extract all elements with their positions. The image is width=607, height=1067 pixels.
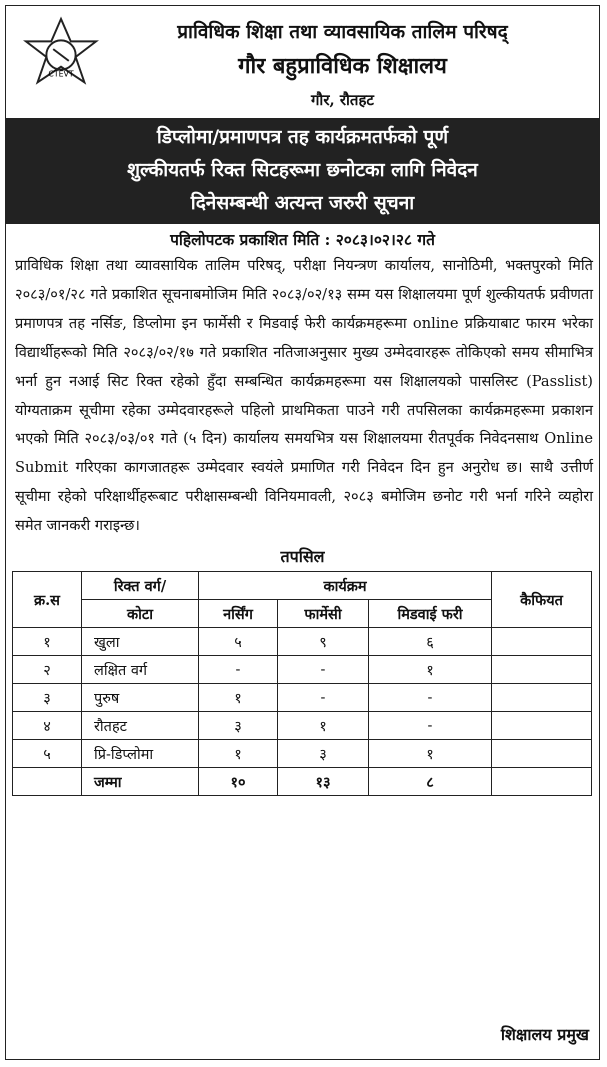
cell-total-pharmacy: १३ [278,768,369,796]
cell-remarks [492,740,592,768]
cell-category: लक्षित वर्ग [82,656,199,684]
banner-line-3: दिनेसम्बन्धी अत्यन्त जरुरी सूचना [190,192,415,214]
cell-sn: ३ [13,684,82,712]
cell-remarks [492,712,592,740]
cell-total-label: जम्मा [82,768,199,796]
logo-text: CTEVT [48,69,74,79]
header-midwifery: मिडवाई फरी [369,600,492,628]
cell-nursing: - [199,656,278,684]
header-sn: क्र.स [13,572,82,628]
header-category: रिक्त वर्ग/ [82,572,199,600]
cell-pharmacy: - [278,684,369,712]
banner-line-1: डिप्लोमा/प्रमाणपत्र तह कार्यक्रमतर्फको पूर्ण [156,126,449,148]
published-date: पहिलोपटक प्रकाशित मिति : २०८३।०२।२८ गते [170,230,435,249]
table-header-row [13,572,592,600]
cell-pharmacy: - [278,656,369,684]
table-title: तपसिल [280,547,325,567]
cell-category: प्रि-डिप्लोमा [82,740,199,768]
table-row [13,628,592,656]
cell-midwifery: १ [369,740,492,768]
cell-remarks [492,684,592,712]
ctevt-logo [22,16,100,94]
notice-banner [6,118,599,224]
cell-midwifery: ६ [369,628,492,656]
cell-remarks [492,628,592,656]
cell-category: खुला [82,628,199,656]
cell-sn: ४ [13,712,82,740]
cell-midwifery: १ [369,656,492,684]
cell-total-nursing: १० [199,768,278,796]
cell-total-midwifery: ८ [369,768,492,796]
signature-title: शिक्षालय प्रमुख [500,1025,589,1044]
cell-midwifery: - [369,712,492,740]
cell-category: पुरुष [82,684,199,712]
cell-nursing: १ [199,740,278,768]
cell-pharmacy: ९ [278,628,369,656]
header-program: कार्यक्रम [199,572,492,600]
header-remarks: कैफियत [492,572,592,628]
cell-category: रौतहट [82,712,199,740]
cell-pharmacy: १ [278,712,369,740]
school-name: गौर बहुप्राविधिक शिक्षालय [238,53,447,79]
cell-nursing: ३ [199,712,278,740]
cell-remarks [492,656,592,684]
table-row [13,684,592,712]
notice-frame [5,5,600,1060]
cell-sn: ५ [13,740,82,768]
cell-remarks [492,768,592,796]
cell-sn: १ [13,628,82,656]
table-row [13,712,592,740]
table-row [13,656,592,684]
header-nursing: नर्सिंग [199,600,278,628]
school-location: गौर, रौतहट [310,91,374,109]
cell-pharmacy: ३ [278,740,369,768]
banner-line-2: शुल्कीयतर्फ रिक्त सिटहरूमा छनोटका लागि निवेदन [127,159,478,181]
table-total-row [13,768,592,796]
cell-nursing: ५ [199,628,278,656]
cell-midwifery: - [369,684,492,712]
cell-nursing: १ [199,684,278,712]
cell-sn: २ [13,656,82,684]
header-pharmacy: फार्मेसी [278,600,369,628]
letterhead [6,6,599,118]
council-name: प्राविधिक शिक्षा तथा व्यावसायिक तालिम परिषद् [177,21,508,43]
vacancy-table [12,571,592,796]
cell-sn [13,768,82,796]
header-quota: कोटा [82,600,199,628]
notice-body: प्राविधिक शिक्षा तथा व्यावसायिक तालिम परिषद्, परीक्षा नियन्त्रण कार्यालय, सानोठिमी, भक्तपुरको मिति २०८३/०१/२८ गते प्रकाशित सूचनाबमोजिम मिति २०८३/०२/१३ सम्म यस शिक्षालयमा पूर्ण शुल्कीयतर्फ प्रवीणता प्रमाणपत्र तह नर्सिङ, डिप्लोमा इन फार्मेसी र मिडवाई फेरी कार्यक्रमहरूमा online प्रक्रियाबाट फारम भरेका विद्यार्थीहरूको मिति २०८३/०२/१७ गते प्रकाशित नतिजाअनुसार मुख्य उम्मेदवारहरू तोकिएको समय सीमाभित्र भर्ना हुन नआई सिट रिक्त रहेको हुँदा सम्बन्धित कार्यक्रमहरूमा यस शिक्षालयको पासलिस्ट (Passlist) योग्यताक्रम सूचीमा रहेका उम्मेदवारहरूले पहिलो प्राथमिकता पाउने गरी तपसिलका कार्यक्रमहरूमा प्रकाशन भएको मिति २०८३/०३/०१ गते (५ दिन) कार्यालय समयभित्र यस शिक्षालयमा रीतपूर्वक निवेदनसाथ Online Submit गरिएका कागजातहरू उम्मेदवार स्वयंले प्रमाणित गरी निवेदन दिन हुन अनुरोध छ। साथै उत्तीर्ण सूचीमा रहेको परिक्षार्थीहरूबाट परीक्षासम्बन्धी विनियमावली, २०८३ बमोजिम छनोट गरी भर्ना गरिने व्यहोरा समेत जानकरी गराइन्छ। [15,257,594,535]
table-row [13,740,592,768]
